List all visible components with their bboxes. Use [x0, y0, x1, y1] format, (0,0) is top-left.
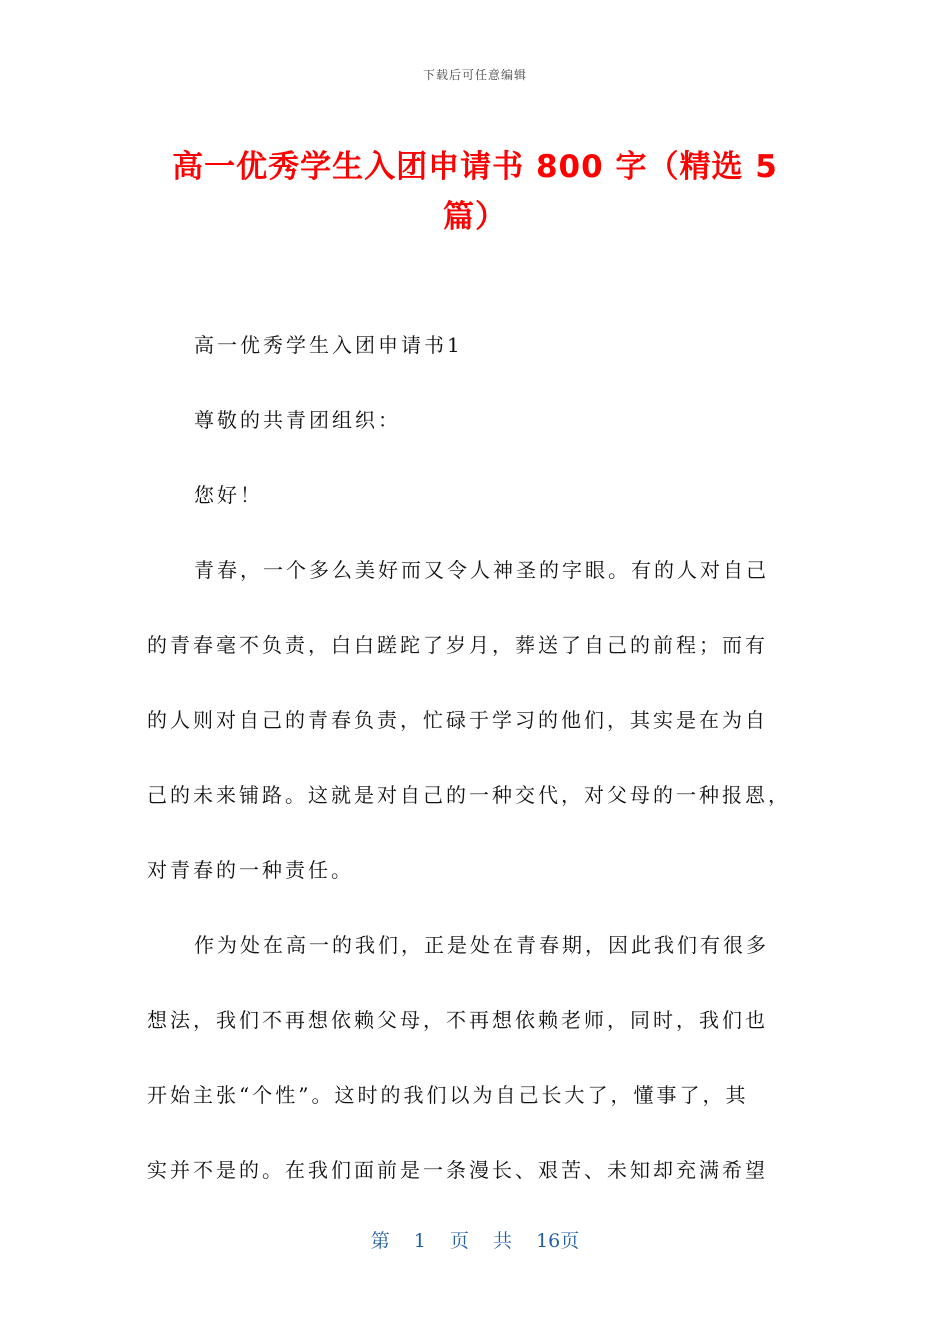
- text-line: 高一优秀学生入团申请书1: [194, 333, 463, 357]
- footer-total-pages: 16页: [536, 1230, 580, 1252]
- text-line: 的青春毫不负责，白白蹉跎了岁月，葬送了自己的前程；而有: [147, 633, 768, 657]
- section-heading: [147, 326, 793, 364]
- text-line: 实并不是的。在我们面前是一条漫长、艰苦、未知却充满希望: [147, 1158, 768, 1182]
- salutation: [147, 401, 793, 439]
- text-line: 尊敬的共青团组织：: [194, 408, 401, 432]
- page-number-footer: [0, 1226, 950, 1253]
- footer-current-page: 1: [413, 1230, 426, 1252]
- page-header-note: 下载后可任意编辑: [422, 68, 527, 82]
- footer-label-page: 第: [370, 1230, 390, 1252]
- text-line: 开始主张“个性”。这时的我们以为自己长大了，懂事了，其: [147, 1083, 749, 1107]
- body-paragraph-1: [147, 551, 793, 889]
- footer-label-page-unit: 页: [449, 1230, 469, 1252]
- text-line: 您好！: [194, 483, 263, 507]
- document-title-line-1: 高一优秀学生入团申请书 800 字（精选 5: [172, 149, 778, 185]
- greeting: [147, 476, 793, 514]
- text-line: 己的未来铺路。这就是对自己的一种交代，对父母的一种报恩，: [147, 783, 791, 807]
- body-paragraph-2: [147, 926, 793, 1189]
- document-title-line-2: 篇）: [443, 199, 507, 235]
- text-line: 青春，一个多么美好而又令人神圣的字眼。有的人对自己: [194, 558, 769, 582]
- text-line: 的人则对自己的青春负责，忙碌于学习的他们，其实是在为自: [147, 708, 768, 732]
- text-line: 对青春的一种责任。: [147, 858, 354, 882]
- footer-label-total: 共: [493, 1230, 513, 1252]
- document-body: [147, 326, 793, 1226]
- document-title: [140, 142, 810, 242]
- text-line: 作为处在高一的我们，正是处在青春期，因此我们有很多: [194, 933, 769, 957]
- text-line: 想法，我们不再想依赖父母，不再想依赖老师，同时，我们也: [147, 1008, 768, 1032]
